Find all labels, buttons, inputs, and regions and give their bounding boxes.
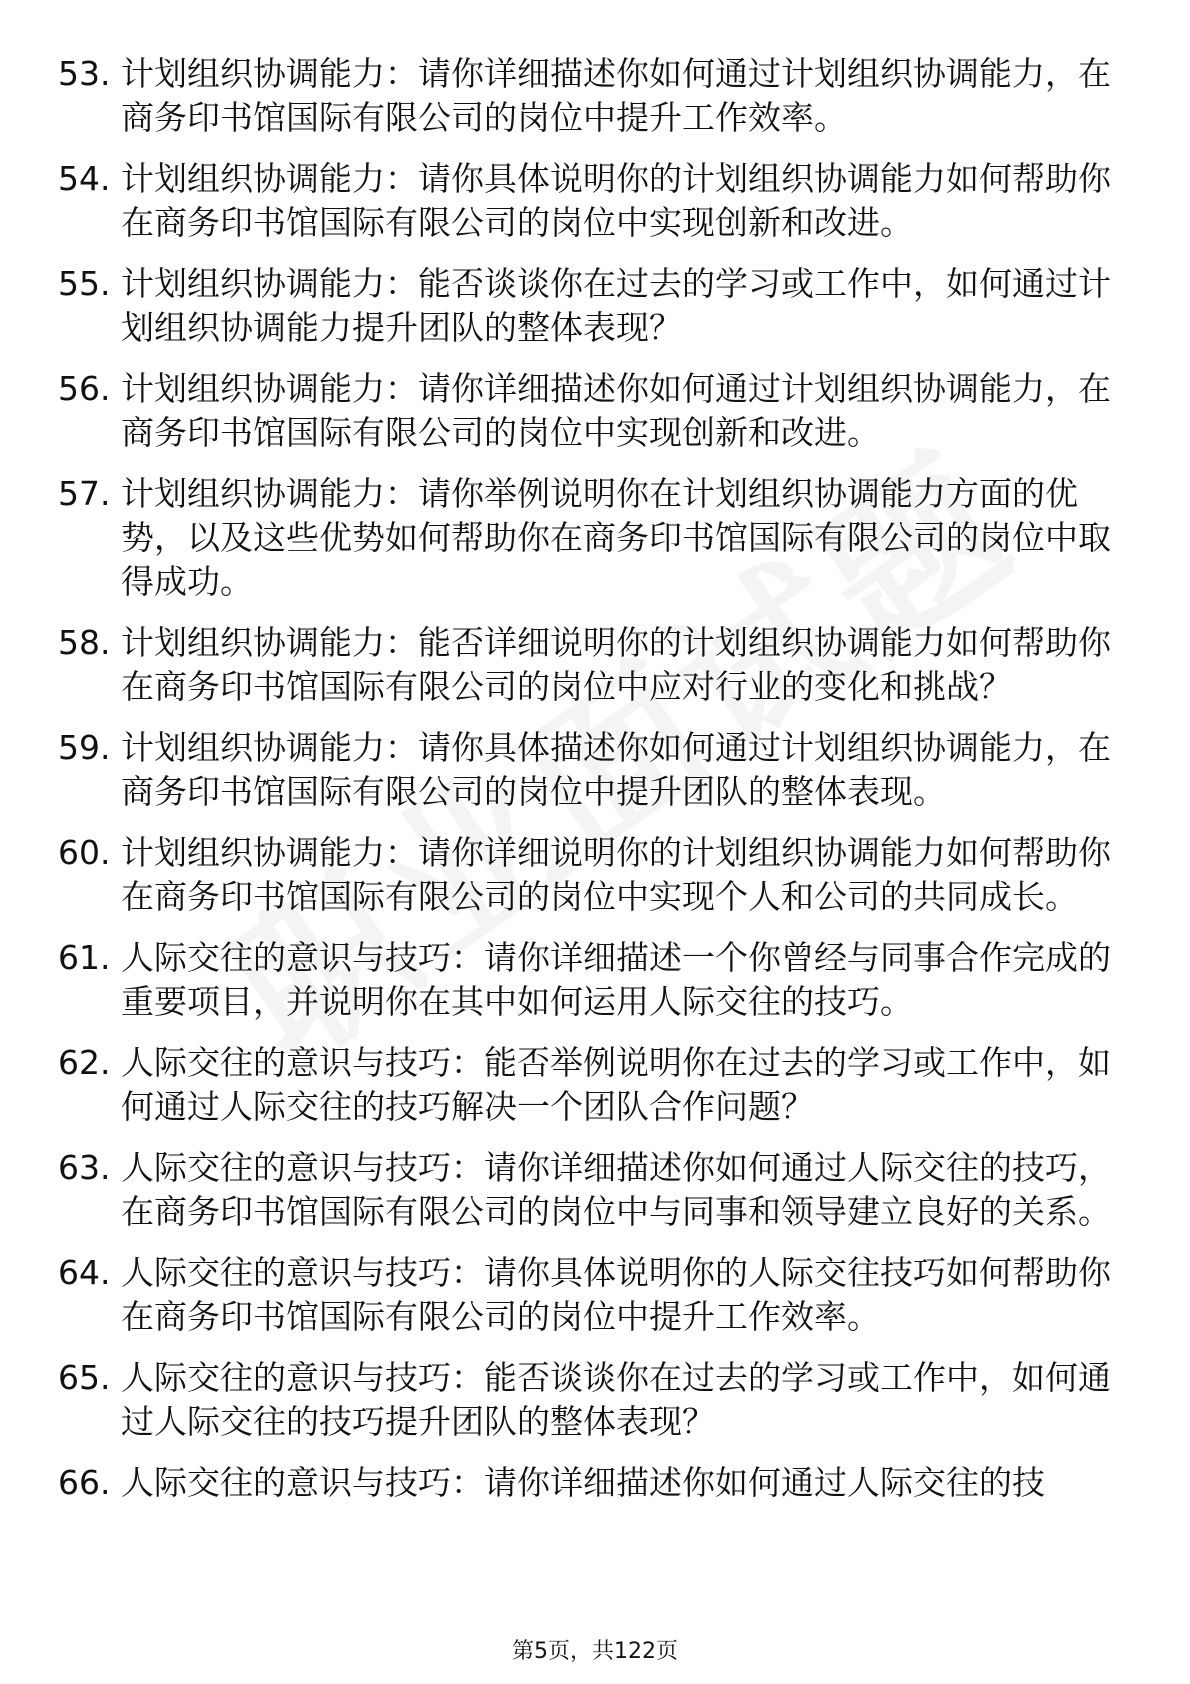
question-number: 62. [58,1043,111,1082]
question-list [58,52,1118,1522]
question-item [58,1356,1118,1444]
question-number: 58. [58,623,111,662]
question-number: 60. [58,833,111,872]
question-item [58,367,1118,455]
question-text: 计划组织协调能力：能否谈谈你在过去的学习或工作中，如何通过计划组织协调能力提升团队的整体表现？ [121,264,1111,347]
question-item [58,262,1118,350]
question-number: 63. [58,1148,111,1187]
question-text: 人际交往的意识与技巧：请你具体说明你的人际交往技巧如何帮助你在商务印书馆国际有限公司的岗位中提升工作效率。 [121,1253,1111,1336]
question-text: 人际交往的意识与技巧：能否谈谈你在过去的学习或工作中，如何通过人际交往的技巧提升团队的整体表现？ [121,1358,1111,1441]
question-text: 计划组织协调能力：请你详细说明你的计划组织协调能力如何帮助你在商务印书馆国际有限公司的岗位中实现个人和公司的共同成长。 [121,833,1111,916]
page-footer: 第5页，共122页 [512,1639,678,1664]
question-item [58,1146,1118,1234]
question-item [58,621,1118,709]
question-item [58,831,1118,919]
question-text: 计划组织协调能力：能否详细说明你的计划组织协调能力如何帮助你在商务印书馆国际有限公司的岗位中应对行业的变化和挑战？ [121,623,1111,706]
question-number: 64. [58,1253,111,1292]
question-number: 59. [58,728,111,767]
question-number: 66. [58,1463,111,1502]
question-number: 57. [58,474,111,513]
question-item [58,1461,1118,1505]
question-number: 53. [58,54,111,93]
question-item [58,1251,1118,1339]
question-item [58,472,1118,604]
question-number: 56. [58,369,111,408]
question-text: 人际交往的意识与技巧：请你详细描述你如何通过人际交往的技 [121,1463,1045,1502]
question-item [58,1041,1118,1129]
question-text: 人际交往的意识与技巧：能否举例说明你在过去的学习或工作中，如何通过人际交往的技巧解决一个团队合作问题？ [121,1043,1111,1126]
question-text: 计划组织协调能力：请你详细描述你如何通过计划组织协调能力，在商务印书馆国际有限公司的岗位中提升工作效率。 [121,54,1111,137]
question-item [58,157,1118,245]
question-text: 人际交往的意识与技巧：请你详细描述一个你曾经与同事合作完成的重要项目，并说明你在其中如何运用人际交往的技巧。 [121,938,1111,1021]
question-text: 人际交往的意识与技巧：请你详细描述你如何通过人际交往的技巧，在商务印书馆国际有限公司的岗位中与同事和领导建立良好的关系。 [121,1148,1111,1231]
question-text: 计划组织协调能力：请你详细描述你如何通过计划组织协调能力，在商务印书馆国际有限公司的岗位中实现创新和改进。 [121,369,1111,452]
question-text: 计划组织协调能力：请你举例说明你在计划组织协调能力方面的优势，以及这些优势如何帮助你在商务印书馆国际有限公司的岗位中取得成功。 [121,474,1111,601]
question-number: 65. [58,1358,111,1397]
question-item [58,52,1118,140]
question-number: 55. [58,264,111,303]
question-number: 54. [58,159,111,198]
question-number: 61. [58,938,111,977]
question-item [58,936,1118,1024]
question-text: 计划组织协调能力：请你具体描述你如何通过计划组织协调能力，在商务印书馆国际有限公司的岗位中提升团队的整体表现。 [121,728,1111,811]
question-item [58,726,1118,814]
question-text: 计划组织协调能力：请你具体说明你的计划组织协调能力如何帮助你在商务印书馆国际有限公司的岗位中实现创新和改进。 [121,159,1111,242]
